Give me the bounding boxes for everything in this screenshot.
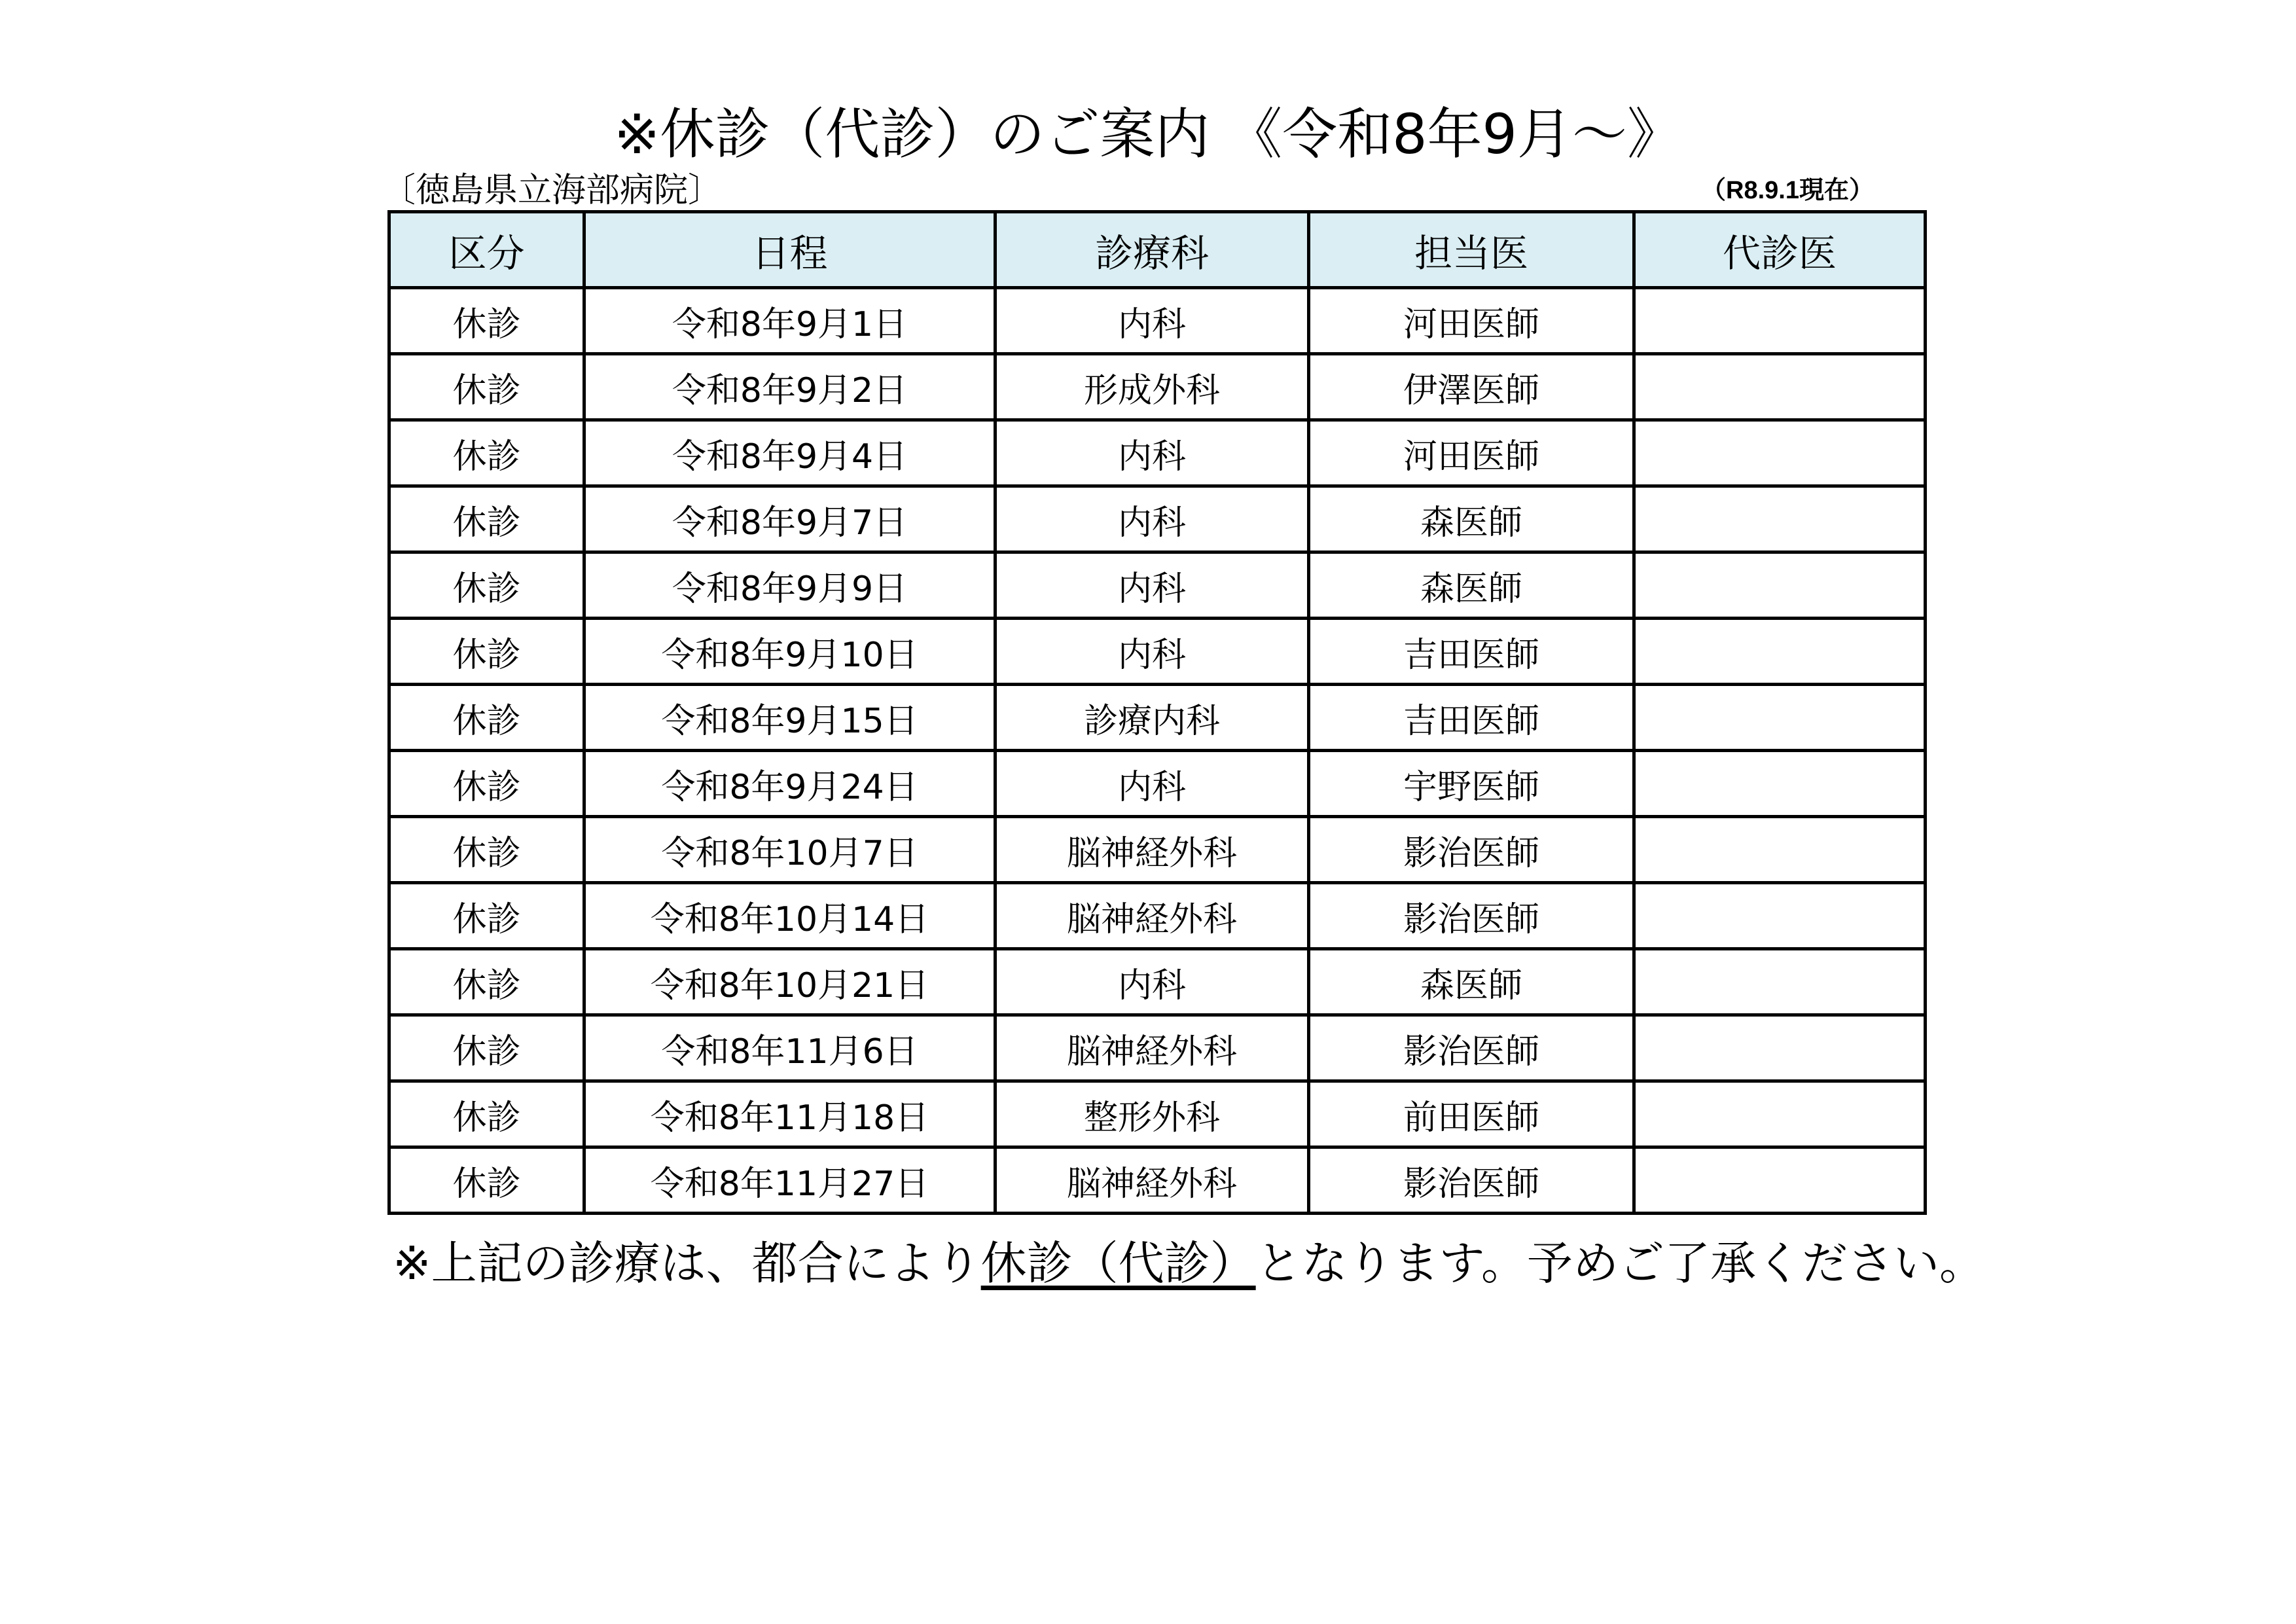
cell-date: 令和8年9月24日 [584,751,996,817]
cell-date: 令和8年10月7日 [584,817,996,883]
column-header-doctor: 担当医 [1309,212,1634,288]
cell-kubun: 休診 [389,288,584,354]
cell-department: 脳神経外科 [996,817,1309,883]
cell-kubun: 休診 [389,817,584,883]
cell-kubun: 休診 [389,685,584,751]
cell-kubun: 休診 [389,354,584,420]
cell-department: 脳神経外科 [996,883,1309,949]
cell-doctor: 河田医師 [1309,288,1634,354]
closure-schedule-table [387,210,1927,1215]
cell-substitute [1634,354,1926,420]
cell-department: 内科 [996,949,1309,1015]
closure-notice [393,1234,1985,1293]
cell-kubun: 休診 [389,751,584,817]
cell-doctor: 宇野医師 [1309,751,1634,817]
table-row [389,619,1926,685]
cell-date: 令和8年9月15日 [584,685,996,751]
cell-date: 令和8年10月14日 [584,883,996,949]
cell-substitute [1634,486,1926,552]
cell-department: 内科 [996,619,1309,685]
cell-kubun: 休診 [389,486,584,552]
cell-substitute [1634,1015,1926,1081]
cell-date: 令和8年9月10日 [584,619,996,685]
cell-substitute [1634,1081,1926,1147]
cell-doctor: 影治医師 [1309,1147,1634,1214]
column-header-department: 診療科 [996,212,1309,288]
table-row [389,949,1926,1015]
cell-substitute [1634,751,1926,817]
cell-date: 令和8年10月21日 [584,949,996,1015]
cell-doctor: 吉田医師 [1309,685,1634,751]
table-row [389,354,1926,420]
cell-kubun: 休診 [389,420,584,486]
table-row [389,486,1926,552]
cell-substitute [1634,552,1926,619]
column-header-date: 日程 [584,212,996,288]
cell-substitute [1634,1147,1926,1214]
notice-emphasis: 休診（代診） [980,1236,1256,1290]
cell-date: 令和8年11月27日 [584,1147,996,1214]
cell-date: 令和8年11月18日 [584,1081,996,1147]
cell-doctor: 森医師 [1309,552,1634,619]
cell-substitute [1634,619,1926,685]
cell-doctor: 影治医師 [1309,817,1634,883]
cell-doctor: 影治医師 [1309,1015,1634,1081]
table-row [389,1081,1926,1147]
table-row [389,751,1926,817]
cell-department: 形成外科 [996,354,1309,420]
cell-doctor: 前田医師 [1309,1081,1634,1147]
table-row [389,1147,1926,1214]
cell-kubun: 休診 [389,883,584,949]
cell-date: 令和8年9月7日 [584,486,996,552]
cell-doctor: 河田医師 [1309,420,1634,486]
table-header-row [389,212,1926,288]
cell-kubun: 休診 [389,949,584,1015]
cell-department: 整形外科 [996,1081,1309,1147]
cell-substitute [1634,817,1926,883]
table-row [389,883,1926,949]
cell-substitute [1634,685,1926,751]
cell-department: 診療内科 [996,685,1309,751]
cell-substitute [1634,883,1926,949]
cell-kubun: 休診 [389,1147,584,1214]
table-row [389,817,1926,883]
page-title: ※休診（代診）のご案内 《令和8年9月～》 [614,102,1682,166]
table-row [389,420,1926,486]
column-header-substitute: 代診医 [1634,212,1926,288]
cell-doctor: 吉田医師 [1309,619,1634,685]
cell-kubun: 休診 [389,1015,584,1081]
cell-department: 内科 [996,420,1309,486]
cell-department: 内科 [996,552,1309,619]
cell-kubun: 休診 [389,552,584,619]
cell-doctor: 伊澤医師 [1309,354,1634,420]
cell-doctor: 森医師 [1309,486,1634,552]
cell-date: 令和8年9月1日 [584,288,996,354]
cell-date: 令和8年9月9日 [584,552,996,619]
cell-doctor: 森医師 [1309,949,1634,1015]
hospital-name: 〔徳島県立海部病院〕 [382,171,723,210]
cell-substitute [1634,949,1926,1015]
notice-text-after: となります。予めご了承ください。 [1255,1236,1986,1290]
cell-kubun: 休診 [389,619,584,685]
table-row [389,552,1926,619]
table-row [389,1015,1926,1081]
table-row [389,288,1926,354]
notice-text-before: ※上記の診療は、都合により [393,1236,981,1290]
table-row [389,685,1926,751]
cell-department: 脳神経外科 [996,1147,1309,1214]
cell-date: 令和8年11月6日 [584,1015,996,1081]
cell-department: 内科 [996,751,1309,817]
cell-doctor: 影治医師 [1309,883,1634,949]
cell-date: 令和8年9月4日 [584,420,996,486]
cell-department: 内科 [996,288,1309,354]
cell-date: 令和8年9月2日 [584,354,996,420]
cell-substitute [1634,288,1926,354]
as-of-date: （R8.9.1現在） [1701,177,1874,204]
table-body [389,288,1926,1214]
cell-substitute [1634,420,1926,486]
cell-department: 内科 [996,486,1309,552]
column-header-kubun: 区分 [389,212,584,288]
cell-department: 脳神経外科 [996,1015,1309,1081]
cell-kubun: 休診 [389,1081,584,1147]
